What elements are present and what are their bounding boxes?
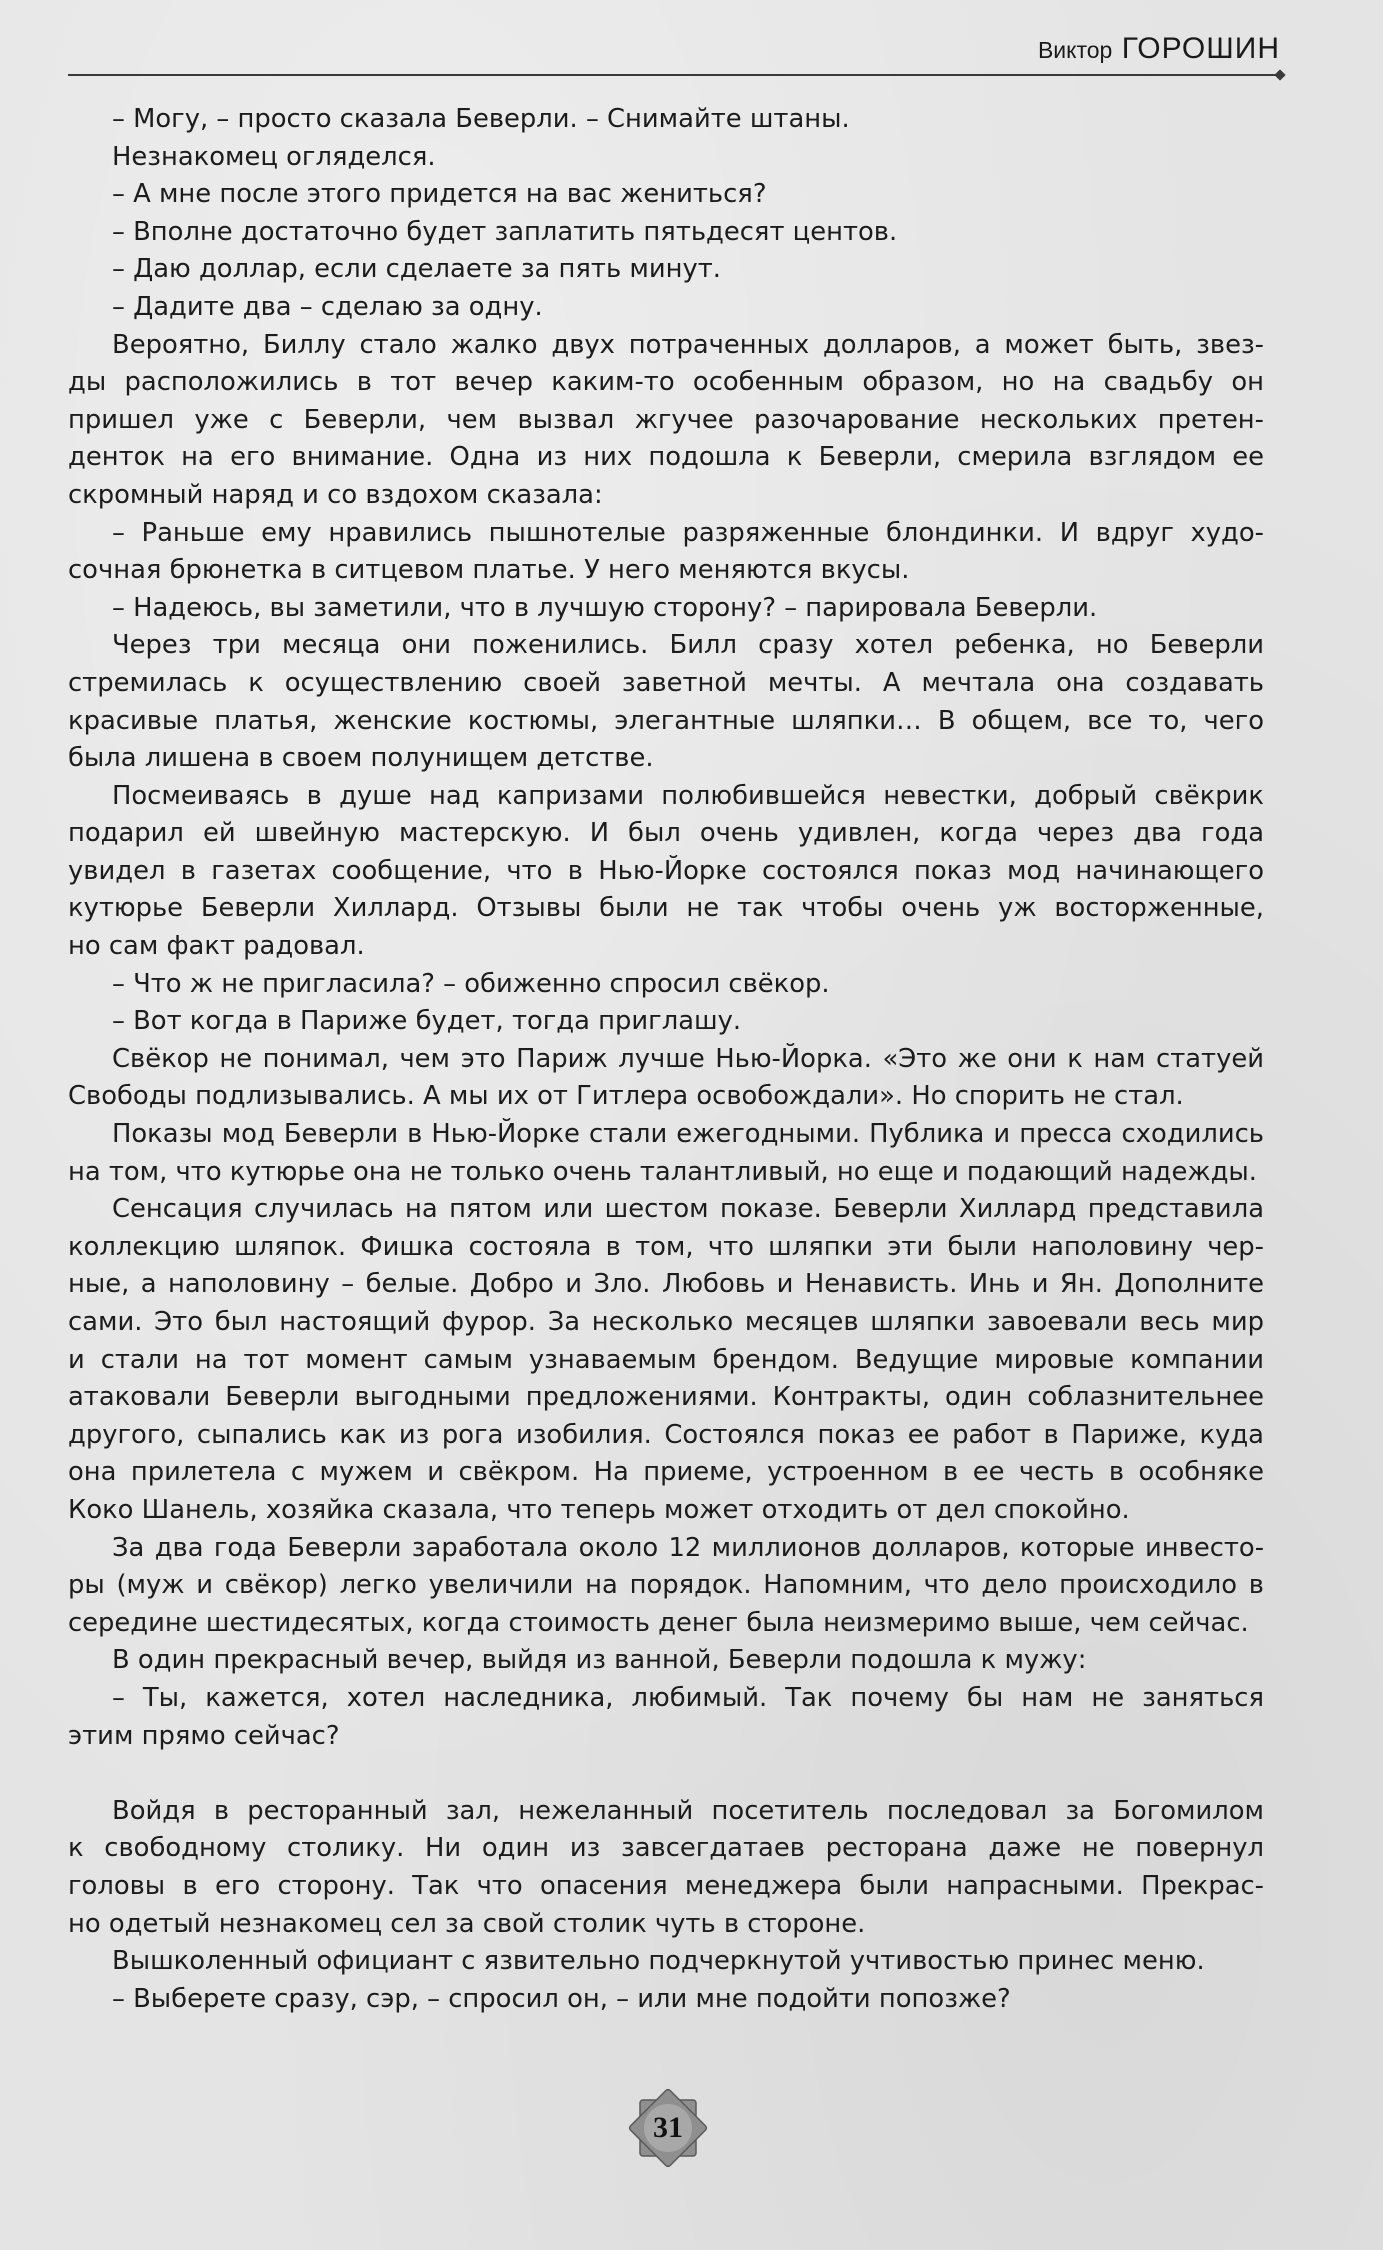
text-line: головы в его сторону. Так что опасения менеджера были напрасными. Прекрас- (68, 1870, 1264, 1901)
text-line: – Что ж не пригласила? – обиженно спросил свёкор. (112, 968, 830, 999)
paragraph (68, 176, 1264, 214)
text-line: – Даю доллар, если сделаете за пять минут. (112, 254, 721, 285)
paragraph (68, 515, 1264, 590)
body-text (68, 101, 1264, 2018)
paragraph (68, 139, 1264, 177)
running-header (68, 28, 1280, 76)
text-line: пришел уже с Беверли, чем вызвал жгучее разочарование нескольких претен- (68, 404, 1264, 435)
text-line: Незнакомец огляделся. (112, 141, 436, 172)
header-author-first-name: Виктор (1037, 37, 1113, 63)
text-line: но одетый незнакомец сел за свой столик чуть в стороне. (68, 1908, 866, 1939)
paragraph (68, 1642, 1264, 1680)
header-rule (68, 74, 1280, 76)
text-line: красивые платья, женские костюмы, элегантные шляпки… В общем, все то, чего (68, 705, 1264, 736)
text-line: – Могу, – просто сказала Беверли. – Снимайте штаны. (112, 104, 850, 134)
text-line: на том, что кутюрье она не только очень талантливый, но еще и подающий надежды. (68, 1156, 1257, 1187)
text-line: – Вот когда в Париже будет, тогда приглашу. (112, 1006, 742, 1037)
paragraph (68, 1191, 1264, 1529)
paragraph (68, 251, 1264, 289)
paragraph (68, 1530, 1264, 1643)
paragraph (68, 289, 1264, 327)
text-line: этим прямо сейчас? (68, 1720, 340, 1751)
paragraph (68, 1003, 1264, 1041)
text-line: Коко Шанель, хозяйка сказала, что теперь может отходить от дел спокойно. (68, 1494, 1130, 1525)
paragraph (68, 1116, 1264, 1191)
page-number-badge (626, 2086, 710, 2170)
header-author-last-name: ГОРОШИН (1121, 32, 1280, 65)
text-line: В один прекрасный вечер, выйдя из ванной, Беверли подошла к мужу: (112, 1645, 1087, 1676)
text-line: другого, сыпались как из рога изобилия. Состоялся показ ее работ в Париже, куда (68, 1419, 1264, 1450)
paragraph (68, 778, 1264, 966)
text-line: Показы мод Беверли в Нью-Йорке стали ежегодными. Публика и пресса сходились (112, 1119, 1264, 1150)
text-line: была лишена в своем полунищем детстве. (68, 743, 654, 774)
text-line: – Выберете сразу, сэр, – спросил он, – или мне подойти попозже? (112, 1983, 1011, 2014)
text-line: но сам факт радовал. (68, 931, 365, 962)
text-line: ды расположились в тот вечер каким-то особенным образом, но на свадьбу он (68, 367, 1264, 398)
text-line: ры (муж и свёкор) легко увеличили на порядок. Напомним, что дело происходило в (68, 1570, 1264, 1601)
text-line: Посмеиваясь в душе над капризами полюбившейся невестки, добрый свёкрик (112, 780, 1264, 811)
paragraph (68, 590, 1264, 628)
text-line: коллекцию шляпок. Фишка состояла в том, что шляпки эти были наполовину чер- (68, 1231, 1264, 1262)
text-line: скромный наряд и со вздохом сказала: (68, 479, 603, 510)
text-line: Вышколенный официант с язвительно подчеркнутой учтивостью принес меню. (112, 1946, 1205, 1977)
text-line: Войдя в ресторанный зал, нежеланный посетитель последовал за Богомилом (112, 1795, 1264, 1826)
text-line: атаковали Беверли выгодными предложениями. Контракты, один соблазнительнее (68, 1382, 1264, 1413)
page-number: 31 (653, 2111, 683, 2144)
paragraph (68, 1680, 1264, 1755)
text-line: середине шестидесятых, когда стоимость денег была неизмеримо выше, чем сейчас. (68, 1607, 1249, 1638)
paragraph (68, 1793, 1264, 1943)
text-line: денток на его внимание. Одна из них подошла к Беверли, смерила взглядом ее (68, 442, 1264, 473)
text-line: – Дадите два – сделаю за одну. (112, 291, 543, 322)
text-line: – Раньше ему нравились пышнотелые разряженные блондинки. И вдруг худо- (112, 517, 1264, 548)
text-line: Сенсация случилась на пятом или шестом показе. Беверли Хиллард представила (112, 1194, 1264, 1225)
header-author (1038, 32, 1280, 66)
text-line: сами. Это был настоящий фурор. За несколько месяцев шляпки завоевали весь мир (68, 1307, 1264, 1337)
text-line: стремилась к осуществлению своей заветной мечты. А мечтала она создавать (68, 667, 1264, 698)
text-line: подарил ей швейную мастерскую. И был очень удивлен, когда через два года (68, 818, 1264, 849)
text-line: Свободы подлизывались. А мы их от Гитлера освобождали». Но спорить не стал. (68, 1081, 1184, 1112)
paragraph (68, 1041, 1264, 1116)
text-line: – Ты, кажется, хотел наследника, любимый. Так почему бы нам не заняться (112, 1682, 1264, 1713)
paragraph (68, 327, 1264, 515)
text-line: – Вполне достаточно будет заплатить пятьдесят центов. (112, 216, 898, 247)
text-line: она прилетела с мужем и свёкром. На приеме, устроенном в ее честь в особняке (68, 1457, 1264, 1488)
paragraph (68, 1981, 1264, 2019)
text-line: За два года Беверли заработала около 12 миллионов долларов, которые инвесто- (112, 1532, 1264, 1563)
text-line: ные, а наполовину – белые. Добро и Зло. Любовь и Ненависть. Инь и Ян. Дополните (68, 1269, 1264, 1300)
text-line: Вероятно, Биллу стало жалко двух потраченных долларов, а может быть, звез- (112, 329, 1264, 360)
paragraph (68, 1943, 1264, 1981)
text-line: к свободному столику. Ни один из завсегдатаев ресторана даже не повернул (68, 1833, 1264, 1864)
text-line: кутюрье Беверли Хиллард. Отзывы были не так чтобы очень уж восторженные, (68, 893, 1264, 924)
paragraph (68, 966, 1264, 1004)
text-line: Через три месяца они поженились. Билл сразу хотел ребенка, но Беверли (112, 630, 1264, 661)
paragraph (68, 627, 1264, 777)
paragraph (68, 101, 1264, 139)
text-line: – А мне после этого придется на вас жениться? (112, 179, 767, 210)
text-line: сочная брюнетка в ситцевом платье. У него меняются вкусы. (68, 555, 910, 586)
text-line: и стали на тот момент самым узнаваемым брендом. Ведущие мировые компании (68, 1344, 1264, 1375)
text-line: увидел в газетах сообщение, что в Нью-Йорке состоялся показ мод начинающего (68, 855, 1264, 886)
paragraph-gap (68, 1755, 1264, 1793)
paragraph (68, 214, 1264, 252)
text-line: Свёкор не понимал, чем это Париж лучше Нью-Йорка. «Это же они к нам статуей (112, 1043, 1264, 1074)
text-line: – Надеюсь, вы заметили, что в лучшую сторону? – парировала Беверли. (112, 592, 1098, 623)
